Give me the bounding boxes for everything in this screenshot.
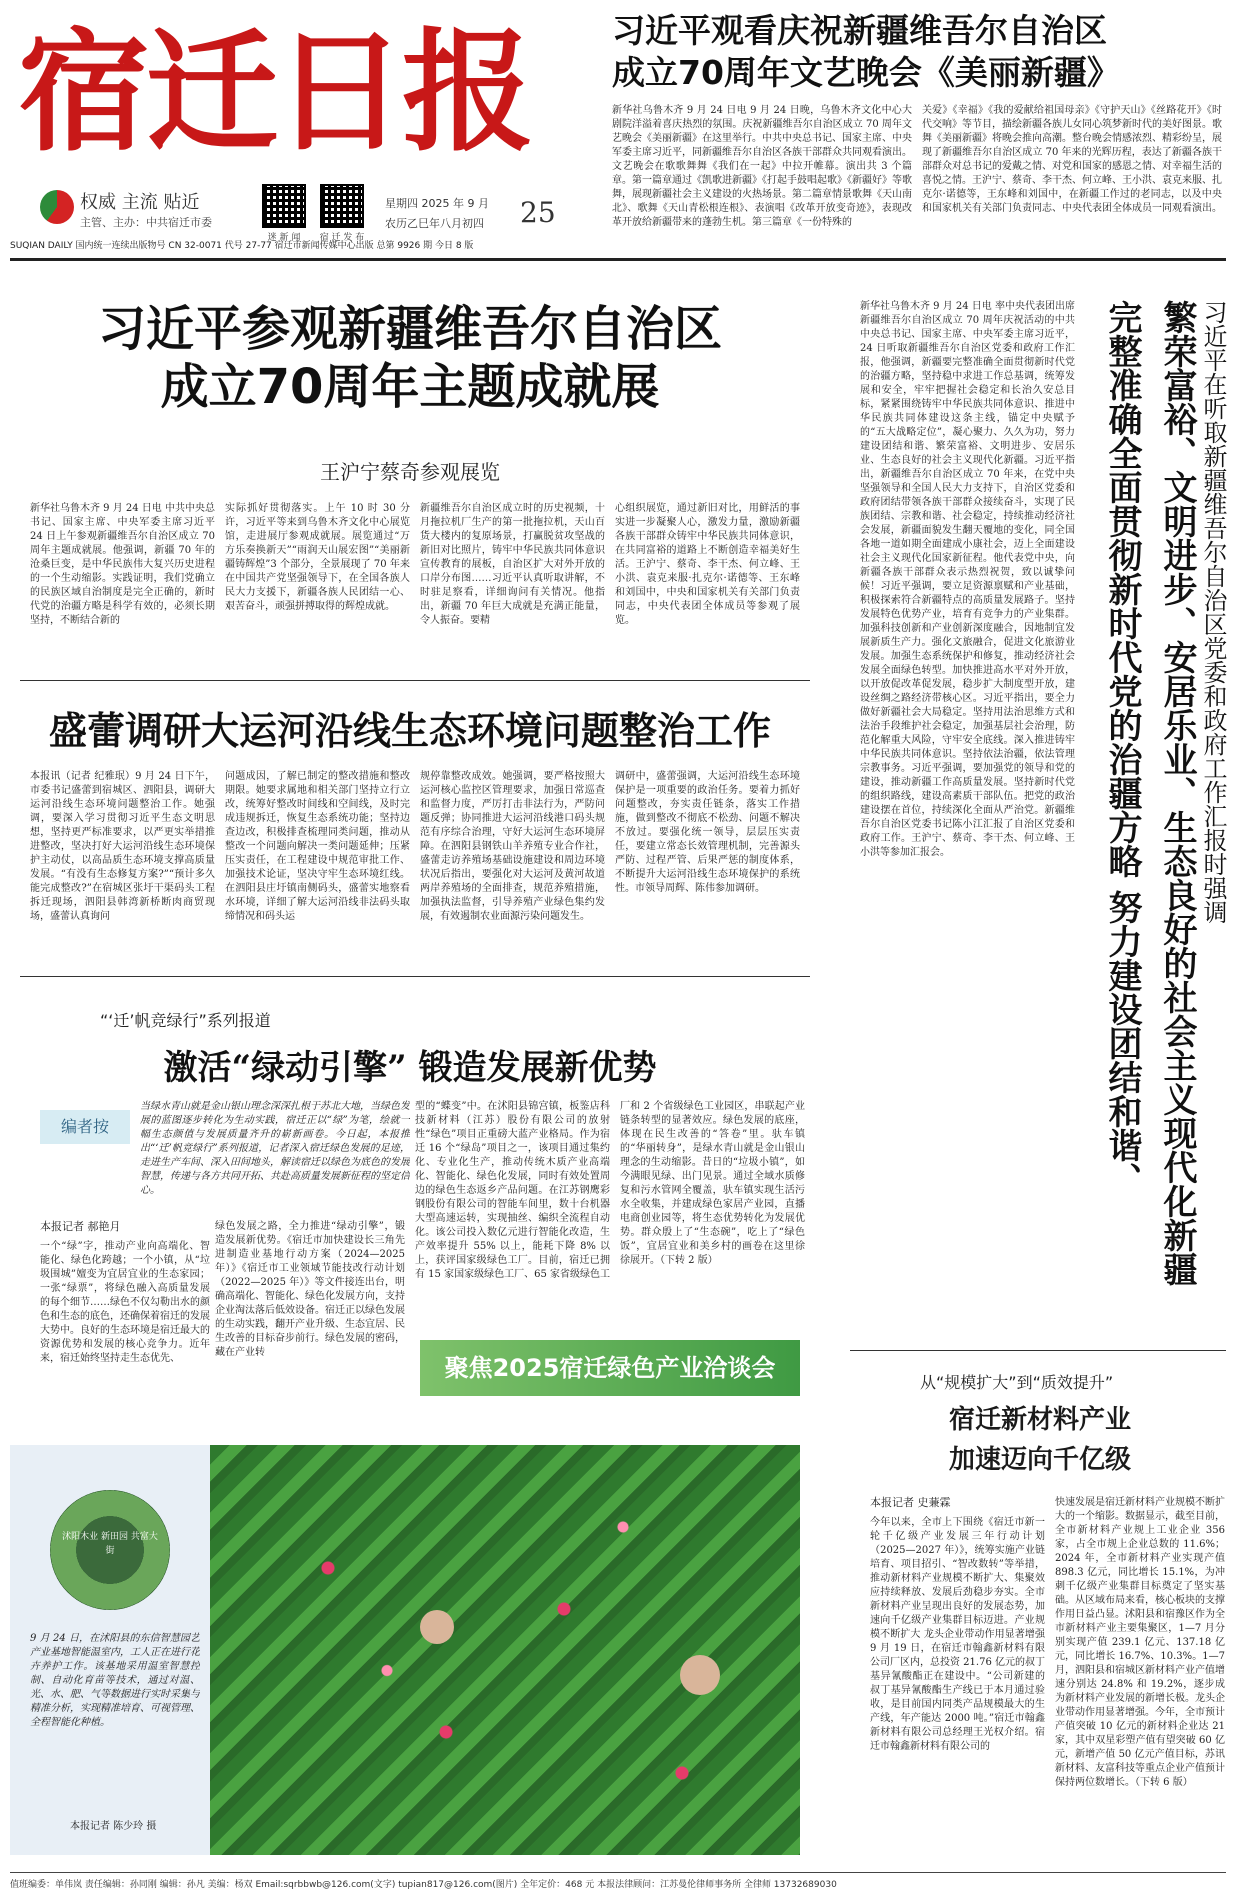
qr-code-icon[interactable] [320,184,364,228]
lead-story-col: 实际抓好贯彻落实。上午 10 时 30 分许，习近平等来到乌鲁木齐文化中心展览馆，走进展厅参观成就展。展览通过“万方乐奏换新天”“雨润天山展宏图”“美丽新疆铸辉煌”3 个部分，全景展现了 70 年来在中国共产党坚强领导下，在全国各族人民大力支援下，新疆各族人民团结一心、艰苦奋斗，顽强拼搏取得的辉煌成就。 [225,503,410,612]
lead-story-col: 新疆维吾尔自治区成立时的历史视频，十月拖拉机厂生产的第一批拖拉机，天山百货大楼内的复原场景，打赢脱贫攻坚战的新旧对比照片，铸牢中华民族共同体意识宣传教育的展板，自治区扩大对外开放的口岸分布图……习近平认真听取讲解，不时驻足察看，详细询问有关情况。他指出，新疆 70 年巨大成就是充满正能量，令人振奋。要精 [420,503,605,626]
headline-line: 宿迁新材料产业 [948,1405,1131,1435]
masthead-sponsor: 主管、主办：中共宿迁市委 [80,216,212,229]
qr-label-app: 迷 新 闻 [267,233,301,243]
material-col: 今年以来，全市上下围绕《宿迁市新一轮千亿级产业发展三年行动计划（2025—2027 年）》，统筹实施产业链培育、项目招引、“智改数转”等举措，推动新材料产业规模不断扩大、集聚效应持续释放、发展后劲稳步夯实。全市新材料产业呈现出良好的发展态势，加速向千亿级产业集群目标迈进。产业规模不断扩大 龙头企业带动作用显著增强 9 月 19 日，在宿迁市翰鑫新材料有限公司厂区内，总投资 21.76 亿元的叔丁基异氰酸酯正在建设中。“公司新建的叔丁基异氰酸酯生产线已于本月通过验收，是目前国内同类产品规模最大的生产线，年产能达 2000 吨。”宿迁市翰鑫新材料有限公司总经理王光权介绍。宿迁市翰鑫新材料有限公司的 [870,1517,1045,1752]
newspaper-masthead: 宿迁日报 [18,15,530,170]
header-divider [10,258,1226,261]
headline-line: 成立70周年主题成就展 [160,359,660,415]
headline-line: 加速迈向千亿级 [948,1445,1131,1475]
headline-line: 习近平观看庆祝新疆维吾尔自治区 [612,11,1107,50]
masthead-slogan: 权威 主流 贴近 [80,192,200,213]
series-col: 一个“绿”字，推动产业向高端化、智能化、绿色化跨越；一个小镇，从“垃圾围城”嬗变为宜居宜业的生态家园；一张“绿票”，将绿色融入高质量发展的每个细节……绿色不仅勾勒出水的颜色和生态的底色，还确保着宿迁的发展大势中。良好的生态环境是宿迁最大的资源优势和发展的核心竞争力。近年来，宿迁始终坚持走生态优先、 [40,1241,210,1364]
photo-credit: 本报记者 陈少玲 摄 [70,1821,157,1832]
newspaper-logo-icon [40,190,74,224]
headline-line: 习近平参观新疆维吾尔自治区 [97,301,722,357]
material-col: 快速发展是宿迁新材料产业规模不断扩大的一个缩影。数据显示，截至目前，全市新材料产业规上工业企业 356 家，占全市规上企业总数的 11.6%；2024 年，全市新材料产业实现产值 898.3 亿元，同比增长 15.1%，为冲刺千亿级产业集群目标奠定了坚实基础。从区域布局来看，核心板块的支撑作用日益凸显。沭阳县和宿豫区作为全市新材料产业主要集聚区，1—7 月分别实现产值 239.1 亿元、137.18 亿元，同比增长 16.7%、10.3%。1—7 月，泗阳县和宿城区新材料产业产值增速分别达 24.8% 和 19.2%，逐步成为新材料产业发展的新增长极。龙头企业带动作用显著增强。今年，全市预计产值突破 10 亿元的新材料企业达 21 家，其中双星彩塑产值有望突破 60 亿元，新增产值 50 亿元产值目标，苏讯新材料、友富科技等重点企业产值预计保持两位数增长。（下转 6 版） [1055,1497,1225,1788]
worker-figure [680,1655,720,1695]
series-col: 厂和 2 个省级绿色工业园区，串联起产业链条转型的显著效应。绿色发展的底座，体现在民生改善的“答卷”里。驮车镇的“华丽转身”，是绿水青山就是金山银山理念的生动缩影。昔日的“垃圾小镇”，如今满眼见绿、出门见景。通过全域水质修复和污水管网全覆盖，驮车镇实现生活污水全收集，并建成绿色家居产业园，直播电商创业园等，将生态优势转化为发展优势。群众殷上了“生态碗”，吃上了“绿色饭”，宜居宜业和美乡村的画卷在这里徐徐展开。（下转 2 版） [620,1101,805,1266]
series-col: 绿色发展之路，全力推进“绿动引擎”，锻造发展新优势。《宿迁市加快建设长三角先进制造业基地行动方案（2024—2025 年）》《宿迁市工业领域节能技改行动计划（2022—2025 年）》等文件接连出台，明确高端化、智能化、绿色化发展方向，支持企业淘汰落后低效设备。宿迁正以绿色发展的生动实践，翻开产业升级、生态宜居、民生改善的目标奋步前行。绿色发展的密码，藏在产业转 [215,1221,405,1358]
section-divider [20,976,810,977]
publication-meta: SUQIAN DAILY 国内统一连续出版物号 CN 32-0071 代号 27-77 宿迁市新闻传媒中心出版 总第 9926 期 今日 8 版 [10,241,474,251]
weekday-date: 星期四 2025 年 9 月 [385,197,489,210]
right-story-headline-a[interactable]: 完整准确全面贯彻新时代党的治疆方略 努力建设团结和谐、 [1102,300,1142,1196]
greenhouse-flower-photo[interactable] [210,1445,800,1855]
right-story-body: 新华社乌鲁木齐 9 月 24 日电 率中央代表团出席新疆维吾尔自治区成立 70 周年庆祝活动的中共中央总书记、国家主席、中央军委主席习近平，24 日听取新疆维吾尔自治区党委和政府工作汇报，他强调，新疆要完整准确全面贯彻新时代党的治疆方略，坚持稳中求进工作总基调，统筹发展和安全，牢牢把握社会稳定和长治久安总目标，紧紧围绕铸牢中华民族共同体意识、推进中华民族共同体建设这条主线，锚定中央赋予的“五大战略定位”，凝心聚力、久久为功，努力建设团结和谐、繁荣富裕、文明进步、安居乐业、生态良好的社会主义现代化新疆。习近平指出，新疆维吾尔自治区成立 70 年来，在党中央坚强领导和全国人民大力支持下，自治区党委和政府团结带领各族干部群众接续奋斗，实现了民族团结、宗教和谐、社会稳定，持续推动经济社会发展，新疆面貌发生翻天覆地的变化，同全国各地一道如期全面建成小康社会，迈上全面建设社会主义现代化国家新征程。他代表党中央，向新疆各族干部群众表示热烈祝贺，致以诚挚问候！习近平强调，要立足资源禀赋和产业基础，积极探索符合新疆特点的高质量发展路子。坚持发展特色优势产业，培育有竞争力的产业集群。加强科技创新和产业创新深度融合，因地制宜发展新质生产力。强化文旅融合，促进文化旅游业发展。加强生态系统保护和修复，推动经济社会发展全面绿色转型。加快推进高水平对外开放，以开放促改革促发展，稳步扩大制度型开放，建设丝绸之路经济带核心区。习近平指出，要全力做好新疆社会大局稳定。坚持用法治思维方式和法治手段维护社会稳定，加强基层社会治理，防范化解重大风险，守牢安全底线。深入推进铸牢中华民族共同体意识。坚持依法治疆，依法管理宗教事务。习近平强调，要加强党的领导和党的建设，推动新疆工作高质量发展。坚持新时代党的组织路线，建设高素质干部队伍。把党的政治建设摆在首位，持续深化全面从严治党。新疆维吾尔自治区党委书记陈小江汇报了自治区党委和政府工作。王沪宁、蔡奇、李干杰、何立峰、王小洪等参加汇报会。 [860,301,1075,858]
sheng-story-col: 本报讯（记者 纪雅珉）9 月 24 日下午，市委书记盛蕾到宿城区、泗阳县，调研大运河沿线生态环境问题整治工作。她强调，要深入学习贯彻习近平生态文明思想，坚持更严标准要求，以严更实举措推进整改，坚决打好大运河沿线生态环境保护主动仗，以高品质生态环境支撑高质量发展。“有没有生态修复方案?”“预计多久能完成整改?”在宿城区张圩干渠码头工程拆迁现场，泗阳县韩湾新桥断肉商贸现场，盛蕾认真询问 [30,771,215,922]
top-story-body: 新华社乌鲁木齐 9 月 24 日电 9 月 24 日晚，乌鲁木齐文化中心大剧院洋溢着喜庆热烈的氛围。庆祝新疆维吾尔自治区成立 70 周年文艺晚会《美丽新疆》在这里举行。中共中央总书记、国家主席、中央军委主席习近平，同新疆维吾尔自治区各族干部群众共同观看演出。文艺晚会在歌歌舞舞《我们在一起》中拉开帷幕。演出共 3 个篇章。第一篇章通过《凯歌进新疆》《打起手鼓唱起歌》《新疆好》等歌舞，展现新疆社会主义建设的火热场景。第二篇章情景歌舞《天山南北》、歌舞《天山青松根连根》、表演唱《改革开放变奇迹》，表现改革开放给新疆带来的蓬勃生机。第三篇章《一份特殊的 [612,105,912,228]
material-kicker: 从“规模扩大”到“质效提升” [920,1373,1114,1392]
sheng-story-col: 问题成因，了解已制定的整改措施和整改期限。她要求属地和相关部门坚持立行立改，统筹好整改时间线和空间线，及时完成违规拆迁，恢复生态系统功能；坚持边查边改，积极排查梳理同类问题，推动从整改一个问题向解决一类问题延伸；压紧压实责任，在工程建设中规范审批工作、加强技术论证，坚决守牢生态环境红线。在泗阳县庄圩镇南侧码头，盛蕾实地察看水环境，详细了解大运河沿线非法码头取缔情况和码头运 [225,771,410,922]
editor-note-label: 编者按 [40,1110,130,1144]
lead-story-col: 心组织展览，通过新旧对比，用鲜活的事实进一步凝聚人心，激发力量，激励新疆各族干部群众铸牢中华民族共同体意识，在共同富裕的道路上不断创造幸福美好生活。王沪宁、蔡奇、李干杰、何立峰、王小洪、袁克来服·扎克尔·诺德等、王东峰和刘国中，中央和国家机关有关部门负责同志，中央代表团全体成员等参观了展览。 [615,503,800,626]
worker-figure [420,1610,454,1644]
section-divider [20,680,810,681]
green-industry-banner[interactable]: 聚焦2025宿迁绿色产业洽谈会 [420,1340,800,1396]
page-footer: 值班编委：单伟岚 责任编辑：孙同刚 编辑：孙凡 美编：杨双 Email:sqrbbwb@126.com(文字) tupian817@126.com(图片) 全年定价：468 元 本报法律顾问：江苏曼伦律师事务所 全律师 13732689030 [10,1872,1226,1892]
lead-story-headline[interactable] [10,300,810,430]
lunar-date: 农历乙巳年八月初四 [385,217,484,230]
material-byline: 本报记者 史蒹霖 [870,1496,951,1509]
qr-code-icon[interactable] [262,184,306,228]
headline-line: 成立70周年文艺晚会《美丽新疆》 [612,53,1120,92]
day-number: 25 [520,196,556,229]
series-headline[interactable]: 激活“绿动引擎” 锻造发展新优势 [163,1048,657,1088]
top-story-headline[interactable] [612,10,1222,96]
lead-story-subhead: 王沪宁蔡奇参观展览 [320,460,500,484]
section-divider [850,1350,1226,1351]
top-story-body-continued: 关爱》《幸福》《我的爱献给祖国母亲》《守护天山》《丝路花开》《时代交响》等节目，描绘新疆各族儿女同心筑梦新时代的美好图景。歌舞《美丽新疆》将晚会推向高潮。整台晚会情感浓烈、精彩纷呈，展现了新疆维吾尔自治区成立 70 年来的光辉历程，表达了新疆各族干部群众对总书记的爱戴之情、对党和国家的感恩之情、对幸福生活的喜悦之情。王沪宁、蔡奇、李干杰、何立峰、王小洪、袁克来服、扎克尔·诺德等，王东峰和刘国中，在新疆工作过的老同志，以及中央和国家机关有关部门负责同志、中央代表团全体成员一同观看演出。 [922,105,1222,214]
photo-badge-text: 沭阳木业 新田园 共富大街 [62,1532,158,1556]
right-story-headline-b[interactable]: 繁荣富裕、文明进步、安居乐业、生态良好的社会主义现代化新疆 [1157,300,1197,1286]
series-byline: 本报记者 郝艳月 [40,1220,121,1233]
series-tag: “‘迁’帆竞绿行”系列报道 [100,1011,271,1030]
sheng-story-col: 规停靠整改成效。她强调，要严格按照大运河核心监控区管理要求，加强日常巡查和监督力度，严厉打击非法行为，严防问题反弹；协同推进大运河沿线港口码头规范有序综合治理，守好大运河生态环境屏障。在泗阳县钢铁山羊养殖专业合作社，盛蕾走访养殖场基础设施建设和周边环境状况后指出，要强化对大运河及黄河故道两岸养殖场的全面排查，规范养殖措施，加强执法监督，引导养殖产业绿色集约发展，有效遏制农业面源污染问题发生。 [420,771,605,922]
editor-note: 当绿水青山就是金山银山理念深深扎根于苏北大地，当绿色发展的蓝图逐步转化为生动实践，宿迁正以“绿”为笔，绘就一幅生态颜值与发展质量齐升的崭新画卷。今日起，本报推出“‘迁’帆竞绿行”系列报道，记者深入宿迁绿色发展的足迹，走进生产车间、深入田间地头，解读宿迁以绿色为底色的发展智慧，传递与各方共同开拓、共赴高质量发展新征程的坚定信心。 [140,1101,410,1196]
material-story-headline[interactable] [870,1400,1210,1490]
sheng-story-headline[interactable]: 盛蕾调研大运河沿线生态环境问题整治工作 [48,708,771,753]
lead-story-col: 新华社乌鲁木齐 9 月 24 日电 中共中央总书记、国家主席、中央军委主席习近平 24 日上午参观新疆维吾尔自治区成立 70 周年主题成就展。他强调，新疆 70 年的沧桑巨变，是中华民族伟大复兴历史进程的一个生动缩影。实践证明，我们党确立的民族区域自治制度是完全正确的，新时代党的治疆方略是科学有效的，必须长期坚持，不断结合新的 [30,503,215,626]
qr-label-wechat: 宿 迁 发 布 [319,233,365,243]
sheng-story-col: 调研中，盛蕾强调，大运河沿线生态环境保护是一项重要的政治任务。要着力抓好问题整改，夯实责任链条，落实工作措施，做到整改不彻底不松劲、问题不解决不放过。要强化统一领导，层层压实责任，要建立常态长效管理机制，完善源头严防、过程严管、后果严惩的制度体系，不断提升大运河沿线生态环境保护的系统性。市领导周辉、陈伟参加调研。 [615,771,800,894]
right-story-kicker: 习近平在听取新疆维吾尔自治区党委和政府工作汇报时强调 [1199,300,1227,924]
series-col: 型的“蝶变”中。在沭阳县锦宫镇，板鉴店科技新材料（江苏）股份有限公司的放射性“绿色”项目正重磅大蓝产业格局。作为宿迁 16 个“绿岛”项目之一，该项目通过集约化、专业化生产，推动传统木质产业高端化、智能化、绿色化发展，同时有效处置周边的绿色生态返乡产品问题。在江苏钢鹰彩钢股份有限公司的智能车间里，数十台机器大型高速运转，实现抽丝、编织全流程自动化。该公司投入数亿元进行智能化改造，生产效率提升 55% 以上，能耗下降 8% 以上，获评国家级绿色工厂。目前，宿迁已拥有 15 家国家级绿色工厂、65 家省级绿色工 [415,1101,610,1280]
photo-caption: 9 月 24 日，在沭阳县的东信智慧园艺产业基地智能温室内，工人正在进行花卉养护工作。该基地采用温室智慧控制、自动化育苗等技术，通过对温、光、水、肥、气等数据进行实时采集与精准分析，实现精准培育、可视管理、全程智能化种植。 [30,1633,200,1728]
